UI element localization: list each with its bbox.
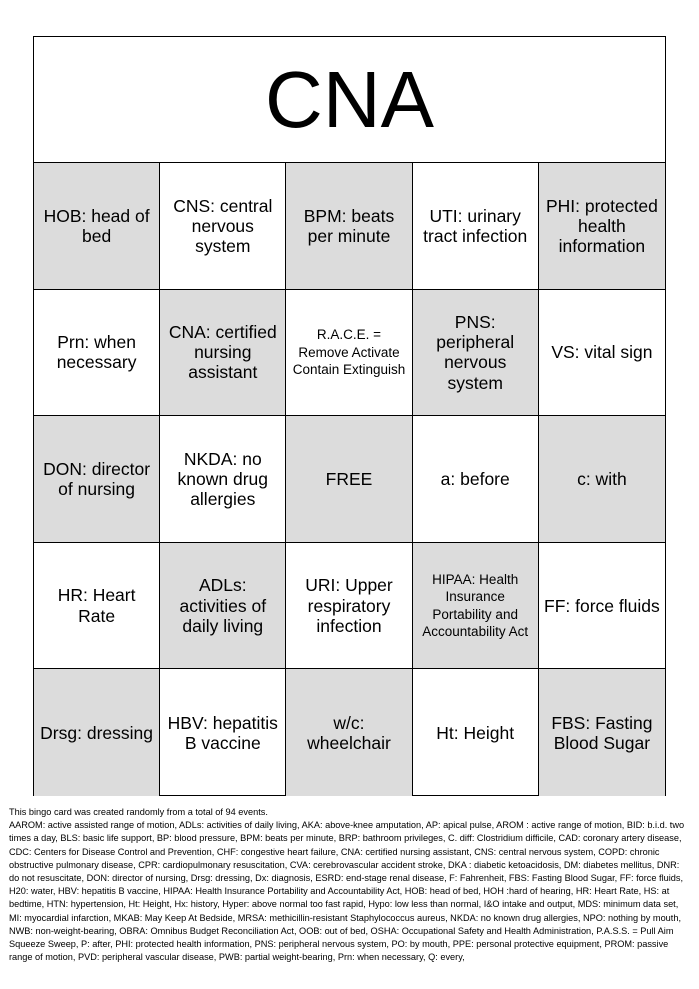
bingo-cell [34,163,160,290]
bingo-cell [539,669,665,796]
bingo-cell [160,669,286,796]
bingo-cell-label: R.A.C.E. = Remove Activate Contain Extinguish [292,327,406,378]
bingo-grid [34,163,665,796]
bingo-cell-label: ADLs: activities of daily living [179,575,267,636]
bingo-cell-label: CNS: central nervous system [173,195,273,256]
bingo-cell [160,543,286,670]
bingo-cell [34,543,160,670]
bingo-cell-label: BPM: beats per minute [303,205,395,246]
bingo-cell-label: CNA: certified nursing assistant [168,322,277,383]
bingo-cell-label: a: before [440,468,510,489]
bingo-cell-label: VS: vital sign [551,342,653,363]
bingo-cell-label: Drsg: dressing [40,722,153,743]
bingo-cell-label: FREE [325,468,373,489]
bingo-card [33,36,666,796]
bingo-cell-label: HBV: hepatitis B vaccine [167,712,278,753]
bingo-cell-label: w/c: wheelchair [307,712,391,753]
bingo-cell-label: HIPAA: Health Insurance Portability and Accountability Act [422,571,529,640]
event-list: AAROM: active assisted range of motion, ADLs: activities of daily living, AKA: above-knee amputation, AP: apical pulse, AROM : active range of motion, BID: b.i.d. two times a day, BLS: basic life support, BP: blood pressure, BPM: beats per minute, BRP: bathroom privileges, C. diff: Clostridium difficile, CAD: coronary artery disease, CDC: Centers for Disease Control and Prevention, CHF: congestive heart failure, CNA: certified nursing assistant, CNS: central nervous system, COPD: chronic obstructive pulmonary disease, CPR: cardiopulmonary resuscitation, CVA: cerebrovascular accident stroke, DKA : diabetic ketoacidosis, DM: diabetes mellitus, DNR: do not resuscitate, DON: director of nursing, Drsg: dressing, Dx: diagnosis, ESRD: end-stage renal disease, F: Fahrenheit, FBS: Fasting Blood Sugar, FF: force fluids, H20: water, HBV: hepatitis B vaccine, HIPAA: Health Insurance Portability and Accountability Act, HOB: head of bed, HOH :hard of hearing, HR: Heart Rate, HS: at bedtime, HTN: hypertension, Ht: Height, Hx: history, Hyper: above normal too fast rapid, Hypo: low less than normal, I&O intake and output, MDS: minimum data set, MI: myocardial infarction, MKAB: May Keep At Bedside, MRSA: methicillin-resistant Staphylococcus aureus, NKDA: no known drug allergies, NPO: nothing by mouth, NWB: non-weight-bearing, OBRA: Omnibus Budget Reconciliation Act, OOB: out of bed, OSHA: Occupational Safety and Health Administration, P.A.S.S. = Pull Aim Squeeze Sweep, P: after, PHI: protected health information, PNS: peripheral nervous system, PO: by mouth, PPE: personal protective equipment, PROM: passive range of motion, PVD: peripheral vascular disease, PWB: partial weight-bearing, Prn: when necessary, Q: every, [9,820,685,963]
bingo-cell [413,416,539,543]
bingo-cell [413,290,539,417]
bingo-cell-label: DON: director of nursing [43,458,151,499]
bingo-cell [413,163,539,290]
bingo-cell-label: Ht: Height [436,722,515,743]
bingo-cell-label: URI: Upper respiratory infection [305,575,393,636]
bingo-cell [34,290,160,417]
footer-note: This bingo card was created randomly from a total of 94 events. [9,807,268,817]
bingo-cell [539,416,665,543]
bingo-cell [539,543,665,670]
bingo-cell [34,669,160,796]
bingo-cell [160,416,286,543]
bingo-cell [286,290,412,417]
bingo-cell [539,290,665,417]
bingo-cell [160,163,286,290]
bingo-cell-label: PHI: protected health information [545,195,658,256]
bingo-cell [413,669,539,796]
card-title: CNA [34,37,665,163]
bingo-cell [286,543,412,670]
bingo-cell-label: HR: Heart Rate [57,585,136,626]
bingo-cell [160,290,286,417]
bingo-cell-label: c: with [577,468,627,489]
bingo-cell-label: FBS: Fasting Blood Sugar [551,712,653,753]
bingo-cell [539,163,665,290]
bingo-cell-label: FF: force fluids [544,595,660,616]
bingo-cell [286,669,412,796]
bingo-cell [413,543,539,670]
card-footer [9,806,691,964]
bingo-cell-label: UTI: urinary tract infection [423,205,528,246]
bingo-cell [286,163,412,290]
bingo-cell [34,416,160,543]
bingo-cell [286,416,412,543]
bingo-cell-label: Prn: when necessary [56,332,137,373]
bingo-cell-label: HOB: head of bed [43,205,150,246]
bingo-cell-label: PNS: peripheral nervous system [436,312,515,393]
bingo-cell-label: NKDA: no known drug allergies [177,448,269,510]
